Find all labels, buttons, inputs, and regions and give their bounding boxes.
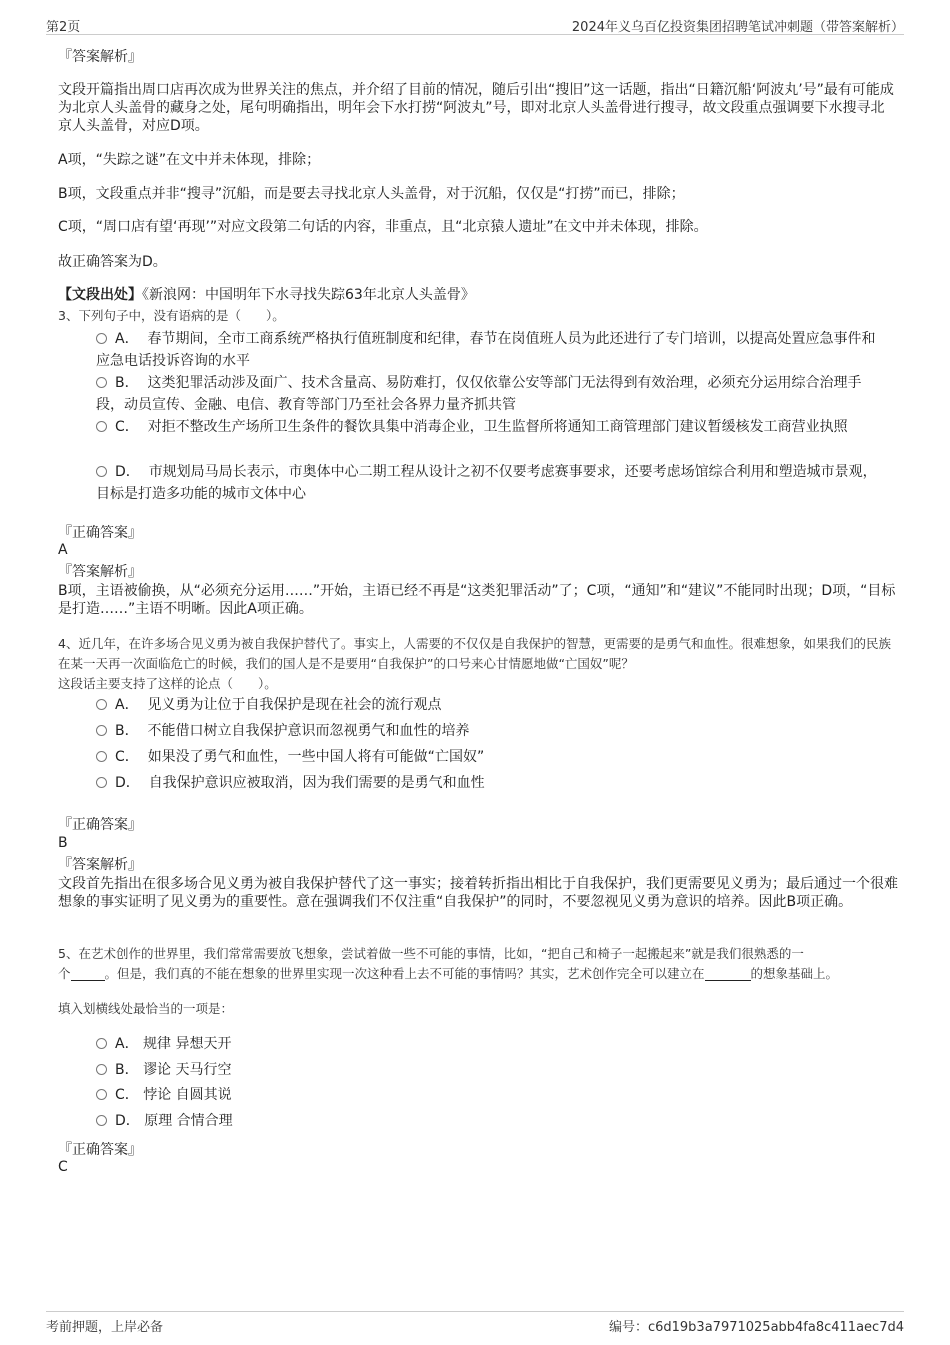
option-label: D．: [115, 1113, 140, 1129]
radio-icon[interactable]: [96, 777, 107, 788]
q5-answer-heading: 『正确答案』: [58, 1142, 142, 1158]
option-label: D．: [115, 464, 140, 480]
q4-option-c[interactable]: [96, 746, 886, 768]
blank-2: [705, 966, 751, 981]
option-text: 如果没了勇气和血性，一些中国人将有可能做“亡国奴”: [147, 749, 485, 765]
q4-stem: 4、近几年，在许多场合见义勇为被自我保护替代了。事实上，人需要的不仅仅是自我保护的智慧，更需要的是勇气和血性。很难想象，如果我们的民族在某一天再一次面临危亡的时候，我们的国人是不是要用“自我保护”的口号来心甘情愿地做“亡国奴”呢？: [58, 636, 891, 671]
option-text: 对拒不整改生产场所卫生条件的餐饮具集中消毒企业，卫生监督所将通知工商管理部门建议暂缓核发工商营业执照: [147, 419, 848, 435]
q3-stem: 3、下列句子中，没有语病的是（ ）。: [58, 308, 285, 323]
q2-point-c: C项，“周口店有望‘再现’”对应文段第二句话的内容，非重点，且“北京猿人遗址”在文中并未体现，排除。: [58, 219, 708, 235]
code-value: c6d19b3a7971025abb4fa8c411aec7d4: [647, 1320, 904, 1335]
option-label: A．: [115, 697, 139, 713]
q4-option-d[interactable]: [96, 772, 886, 794]
q5-stem-part1: 个: [58, 966, 71, 981]
q4-option-a[interactable]: [96, 694, 886, 716]
option-label: C．: [115, 1087, 139, 1103]
q2-analysis-text: 文段开篇指出周口店再次成为世界关注的焦点，并介绍了目前的情况，随后引出“搜旧”这一话题，指出“日籍沉船‘阿波丸’号”最有可能成为北京人头盖骨的藏身之处，尾句明确指出，明年会下水打捞“阿波丸”号，即对北京人头盖骨进行搜寻，故文段重点强调要下水搜寻北京人头盖骨，对应D项。: [58, 82, 894, 134]
radio-icon[interactable]: [96, 751, 107, 762]
q5-stem-part3: 的想象基础上。: [750, 966, 839, 981]
q3-analysis-heading: 『答案解析』: [58, 564, 142, 580]
q2-analysis-heading: 『答案解析』: [58, 49, 142, 65]
q5-answer: C: [58, 1159, 68, 1175]
blank-1: [71, 966, 105, 981]
option-text: 春节期间，全市工商系统严格执行值班制度和纪律，春节在岗值班人员为此还进行了专门培训，以提高处置应急事件和应急电话投诉咨询的水平: [96, 331, 876, 369]
q5-option-b[interactable]: [96, 1059, 886, 1081]
radio-icon[interactable]: [96, 466, 107, 477]
page-number: 第2页: [46, 20, 81, 35]
q5-option-c[interactable]: [96, 1084, 886, 1106]
document-title: 2024年义乌百亿投资集团招聘笔试冲刺题（带答案解析）: [571, 20, 904, 35]
q4-stem-question: 这段话主要支持了这样的论点（ ）。: [58, 676, 277, 691]
option-label: B．: [115, 1062, 139, 1078]
page-footer: [46, 1311, 904, 1334]
q4-option-b[interactable]: [96, 720, 886, 742]
radio-icon[interactable]: [96, 1115, 107, 1126]
option-text: 这类犯罪活动涉及面广、技术含量高、易防难打，仅仅依靠公安等部门无法得到有效治理，必须充分运用综合治理手段，动员宣传、金融、电信、教育等部门乃至社会各界力量齐抓共管: [96, 375, 862, 413]
radio-icon[interactable]: [96, 725, 107, 736]
q3-answer-heading: 『正确答案』: [58, 525, 142, 541]
radio-icon[interactable]: [96, 377, 107, 388]
q2-point-a: A项，“失踪之谜”在文中并未体现，排除；: [58, 152, 321, 168]
q3-option-b[interactable]: [96, 372, 886, 416]
radio-icon[interactable]: [96, 699, 107, 710]
option-text: 不能借口树立自我保护意识而忽视勇气和血性的培养: [147, 723, 470, 739]
option-text: 规律 异想天开: [143, 1036, 232, 1052]
radio-icon[interactable]: [96, 1038, 107, 1049]
q3-option-c[interactable]: [96, 416, 886, 438]
option-text: 自我保护意识应被取消，因为我们需要的是勇气和血性: [148, 775, 485, 791]
option-label: B．: [115, 375, 139, 391]
q4-analysis-text: 文段首先指出在很多场合见义勇为被自我保护替代了这一事实；接着转折指出相比于自我保护，我们更需要见义勇为；最后通过一个很难想象的事实证明了见义勇为的重要性。意在强调我们不仅注重“自我保护”的同时，不要忽视见义勇为意识的培养。因此B项正确。: [58, 876, 898, 910]
option-text: 见义勇为让位于自我保护是现在社会的流行观点: [147, 697, 442, 713]
option-label: A．: [115, 331, 139, 347]
option-text: 原理 合情合理: [144, 1113, 233, 1129]
q2-conclusion: 故正确答案为D。: [58, 254, 167, 270]
page-header: [46, 14, 904, 35]
option-label: D．: [115, 775, 140, 791]
q2-source-text: 《新浪网：中国明年下水寻找失踪63年北京人头盖骨》: [142, 287, 475, 303]
radio-icon[interactable]: [96, 421, 107, 432]
q5-stem-part2: 。但是，我们真的不能在想象的世界里实现一次这种看上去不可能的事情吗？其实，艺术创作完全可以建立在: [104, 966, 705, 981]
radio-icon[interactable]: [96, 333, 107, 344]
q3-option-d[interactable]: [96, 461, 886, 505]
option-text: 市规划局马局长表示，市奥体中心二期工程从设计之初不仅要考虑赛事要求，还要考虑场馆综合利用和塑造城市景观，目标是打造多功能的城市文体中心: [96, 464, 877, 502]
q5-stem: [58, 944, 898, 984]
q3-option-a[interactable]: [96, 328, 886, 372]
option-label: C．: [115, 419, 139, 435]
q3-answer: A: [58, 542, 68, 558]
q4-analysis-heading: 『答案解析』: [58, 857, 142, 873]
option-label: C．: [115, 749, 139, 765]
code-label: 编号：: [608, 1320, 648, 1335]
q5-stem-line2: [58, 964, 898, 984]
option-label: A．: [115, 1036, 139, 1052]
document-code: [609, 1316, 904, 1335]
option-label: B．: [115, 723, 139, 739]
q4-answer-heading: 『正确答案』: [58, 817, 142, 833]
radio-icon[interactable]: [96, 1089, 107, 1100]
q5-option-d[interactable]: [96, 1110, 886, 1132]
option-text: 悖论 自圆其说: [143, 1087, 232, 1103]
footer-slogan: 考前押题，上岸必备: [46, 1320, 164, 1335]
q2-source-label: 【文段出处】: [58, 287, 142, 303]
q5-prompt: 填入划横线处最恰当的一项是：: [58, 1001, 234, 1016]
q2-source: [58, 286, 898, 304]
q5-stem-line1: 5、在艺术创作的世界里，我们常常需要放飞想象，尝试着做一些不可能的事情，比如，“把自己和椅子一起搬起来”就是我们很熟悉的一: [58, 946, 804, 961]
q4-answer: B: [58, 835, 68, 851]
option-text: 谬论 天马行空: [143, 1062, 232, 1078]
q5-option-a[interactable]: [96, 1033, 886, 1055]
radio-icon[interactable]: [96, 1064, 107, 1075]
q2-point-b: B项，文段重点并非“搜寻”沉船，而是要去寻找北京人头盖骨，对于沉船，仅仅是“打捞”而已，排除；: [58, 186, 685, 202]
q3-analysis-text: B项，主语被偷换，从“必须充分运用……”开始，主语已经不再是“这类犯罪活动”了；C项，“通知”和“建议”不能同时出现；D项，“目标是打造……”主语不明晰。因此A项正确。: [58, 583, 896, 617]
